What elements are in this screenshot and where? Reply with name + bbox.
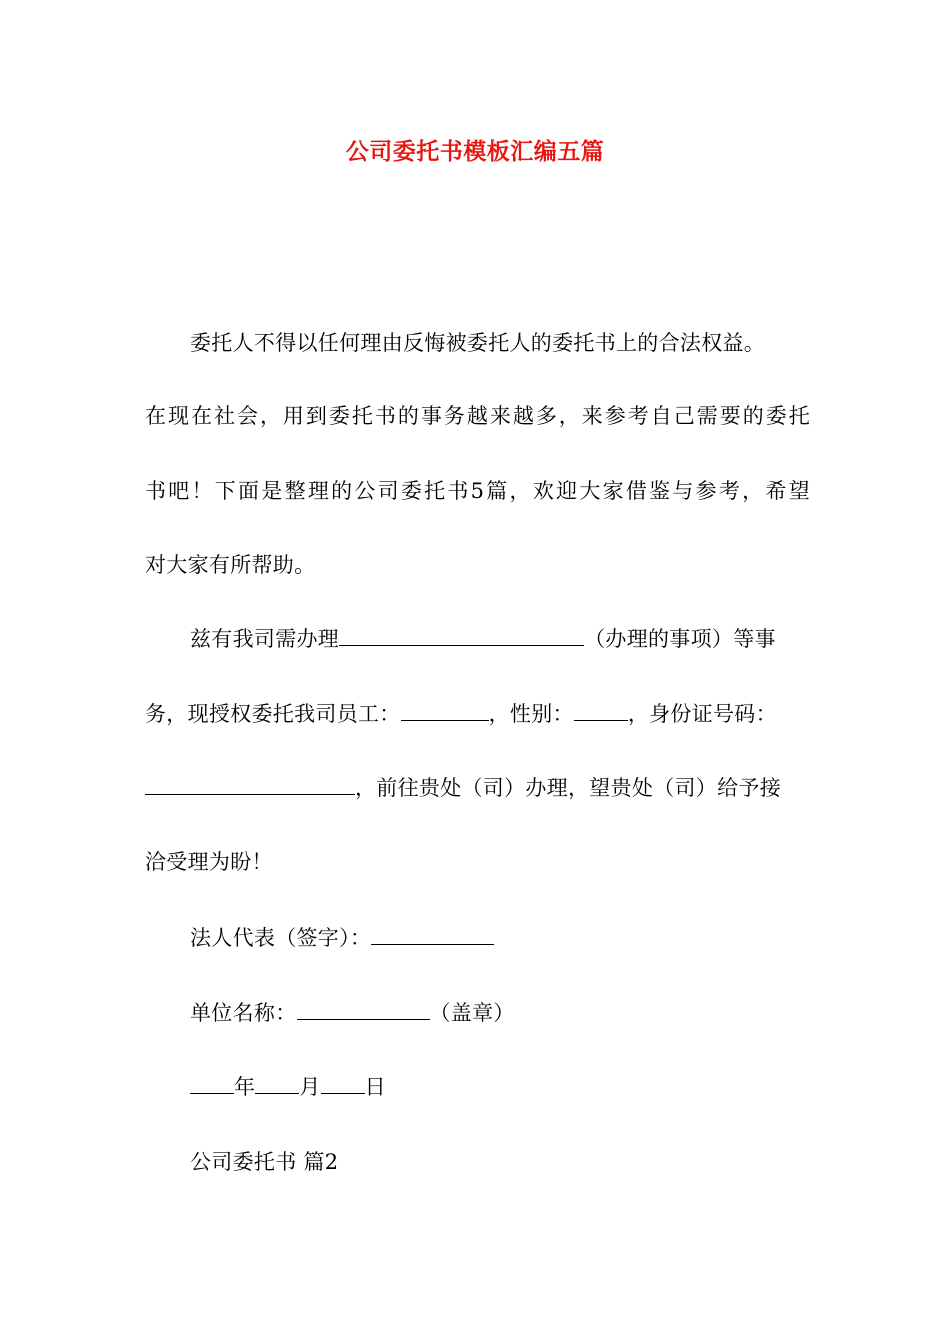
letter-line-1 [190, 621, 810, 657]
year-label: 年 [234, 1075, 256, 1099]
intro-line-2: 在现在社会，用到委托书的事务越来越多，来参考自己需要的委托 [145, 404, 810, 428]
legal-rep-blank [371, 922, 494, 945]
unit-name-line [190, 995, 810, 1031]
letter-line-2-text-b: ，性别： [488, 702, 574, 726]
section-heading-2: 公司委托书 篇2 [190, 1150, 339, 1174]
legal-rep-label: 法人代表（签字）： [190, 926, 372, 950]
unit-name-blank [297, 997, 430, 1020]
unit-name-label: 单位名称： [190, 1001, 297, 1025]
letter-line-2 [145, 696, 810, 732]
year-blank [190, 1071, 234, 1094]
day-label: 日 [364, 1075, 386, 1099]
intro-line-1: 委托人不得以任何理由反悔被委托人的委托书上的合法权益。 [190, 331, 766, 355]
gender-blank [574, 698, 628, 721]
employee-name-blank [401, 698, 489, 721]
date-line [190, 1069, 810, 1105]
seal-label: （盖章） [429, 1001, 515, 1025]
letter-line-3 [145, 770, 810, 806]
letter-line-2-text-c: ，身份证号码： [627, 702, 777, 726]
letter-line-1-text-a: 兹有我司需办理 [190, 627, 340, 651]
matter-blank [339, 623, 584, 646]
month-label: 月 [299, 1075, 321, 1099]
day-blank [321, 1071, 365, 1094]
intro-line-3: 书吧！下面是整理的公司委托书5篇，欢迎大家借鉴与参考，希望 [145, 479, 810, 503]
document-title: 公司委托书模板汇编五篇 [345, 138, 605, 165]
letter-line-4: 洽受理为盼！ [145, 850, 273, 874]
intro-line-4: 对大家有所帮助。 [145, 553, 316, 577]
legal-rep-line [190, 920, 810, 956]
letter-line-2-text-a: 务，现授权委托我司员工： [145, 702, 401, 726]
letter-line-1-text-b: （办理的事项）等事 [584, 627, 776, 651]
month-blank [255, 1071, 299, 1094]
id-number-blank [145, 772, 355, 795]
letter-line-3-text: ，前往贵处（司）办理，望贵处（司）给予接 [355, 776, 781, 800]
